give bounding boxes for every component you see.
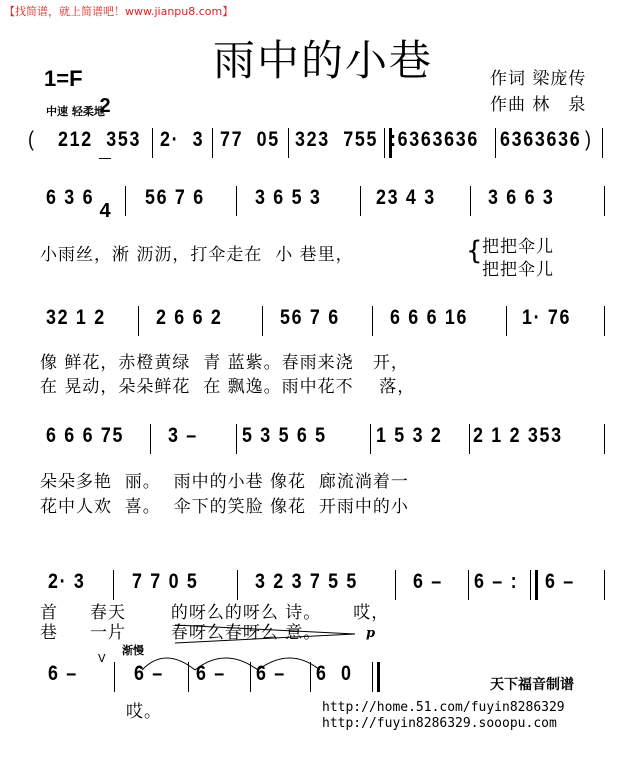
measure: 32 1 2: [46, 306, 106, 329]
barline: [212, 128, 213, 158]
measure: 6 –: [134, 662, 164, 685]
time-top: 2: [99, 95, 111, 117]
measure: 6 –: [413, 570, 443, 593]
dynamic-piano: p: [366, 626, 376, 641]
footer-url-2[interactable]: http://fuyin8286329.sooopu.com: [322, 716, 557, 731]
barline: [604, 306, 605, 336]
measure: 56 7 6: [280, 306, 340, 329]
measure: 6 –: [256, 662, 286, 685]
barline: [604, 186, 605, 216]
measure: 2· 3: [160, 128, 205, 151]
lyricist: 作词 梁庞传: [490, 69, 587, 89]
barline: [604, 570, 605, 600]
measure: 6 –: [196, 662, 226, 685]
barline: [236, 186, 237, 216]
barline: [150, 424, 151, 454]
ritardando-marking: 渐慢: [122, 644, 144, 657]
measure: 3 –: [168, 424, 198, 447]
barline: [395, 570, 396, 600]
lyric-verse-1: 首 春天 的呀么的呀么 诗。 哎，: [40, 603, 390, 623]
measure: 6 6 6 75: [46, 424, 125, 447]
composer: 作曲 林 泉: [490, 95, 587, 115]
lyric-final: 哎。: [126, 702, 162, 722]
footer-url-1[interactable]: http://home.51.com/fuyin8286329: [322, 700, 565, 715]
lyric-line: 小雨丝，淅 沥沥，打伞走在 小 巷里，: [40, 245, 354, 265]
barline: [236, 424, 237, 454]
final-barline: [372, 662, 380, 692]
barline: [469, 424, 470, 454]
barline: [288, 128, 289, 158]
measure: 6363636: [500, 128, 582, 151]
barline: [152, 128, 153, 158]
barline: [188, 662, 189, 692]
barline: [506, 306, 507, 336]
barline: [114, 662, 115, 692]
lyric-verse-2: 把把伞儿: [482, 260, 554, 280]
key-signature: 1=F: [44, 66, 83, 91]
time-signature: [94, 56, 116, 261]
verse-brace: {: [466, 236, 484, 266]
lyric-verse-2: 巷 一片 春呀么春呀么 意。: [40, 623, 322, 643]
barline: [602, 128, 603, 158]
publisher-brand: 天下福音制谱: [490, 677, 574, 693]
barline: [360, 186, 361, 216]
song-title: 雨中的小巷: [213, 36, 434, 85]
measure: 2· 3: [48, 570, 86, 593]
measure: 6 –: [545, 570, 575, 593]
decrescendo-hairpin: [170, 620, 370, 650]
close-paren: ): [585, 128, 593, 151]
barline: [237, 570, 238, 600]
lyric-verse-2: 花中人欢 喜。 伞下的笑脸 像花 开雨中的小: [40, 497, 409, 517]
open-paren: (: [28, 128, 36, 151]
measure: 2 6 6 2: [156, 306, 223, 329]
lyric-verse-2: 在 晃动，朵朵鲜花 在 飘逸。雨中花不 落，: [40, 377, 416, 397]
lyric-verse-1: 像 鲜花，赤橙黄绿 青 蓝紫。春雨来浇 开，: [40, 353, 409, 373]
measure: 1 5 3 2: [376, 424, 443, 447]
measure: 23 4 3: [376, 186, 436, 209]
barline: [604, 424, 605, 454]
measure: 6 –: [48, 662, 78, 685]
barline: [262, 306, 263, 336]
barline: [470, 186, 471, 216]
measure: :6363636: [390, 128, 480, 151]
barline: [495, 128, 496, 158]
repeat-end-barline: [530, 570, 538, 600]
barline: [310, 662, 311, 692]
measure: 56 7 6: [145, 186, 205, 209]
barline: [113, 570, 114, 600]
measure: 3 2 3 7 5 5: [255, 570, 359, 593]
measure: 1· 76: [522, 306, 572, 329]
measure: 2 1 2 353: [473, 424, 563, 447]
measure: 6 0: [316, 662, 353, 685]
measure: 212 353: [58, 128, 142, 151]
barline: [372, 306, 373, 336]
fraction-line: [99, 158, 111, 159]
barline: [138, 306, 139, 336]
measure: 323 755: [295, 128, 379, 151]
site-banner[interactable]: 【找简谱，就上简谱吧！www.jianpu8.com】: [4, 5, 234, 18]
barline: [250, 662, 251, 692]
measure: 6 3 6: [46, 186, 95, 209]
measure: 6 6 6 16: [390, 306, 469, 329]
measure: 3 6 5 3: [255, 186, 322, 209]
measure: 3 6 6 3: [488, 186, 555, 209]
measure: 5 3 5 6 5: [242, 424, 327, 447]
measure: 6 – :: [474, 570, 519, 593]
breath-mark: V: [98, 652, 106, 665]
barline: [370, 424, 371, 454]
lyric-verse-1: 把把伞儿: [482, 237, 554, 257]
time-bottom: 4: [99, 200, 111, 222]
barline: [468, 570, 469, 600]
tempo-marking: 中速 轻柔地: [46, 105, 105, 118]
measure: 77 05: [220, 128, 280, 151]
measure: 7 7 0 5: [132, 570, 199, 593]
lyric-verse-1: 朵朵多艳 丽。 雨中的小巷 像花 廊流淌着一: [40, 472, 409, 492]
barline: [125, 186, 126, 216]
